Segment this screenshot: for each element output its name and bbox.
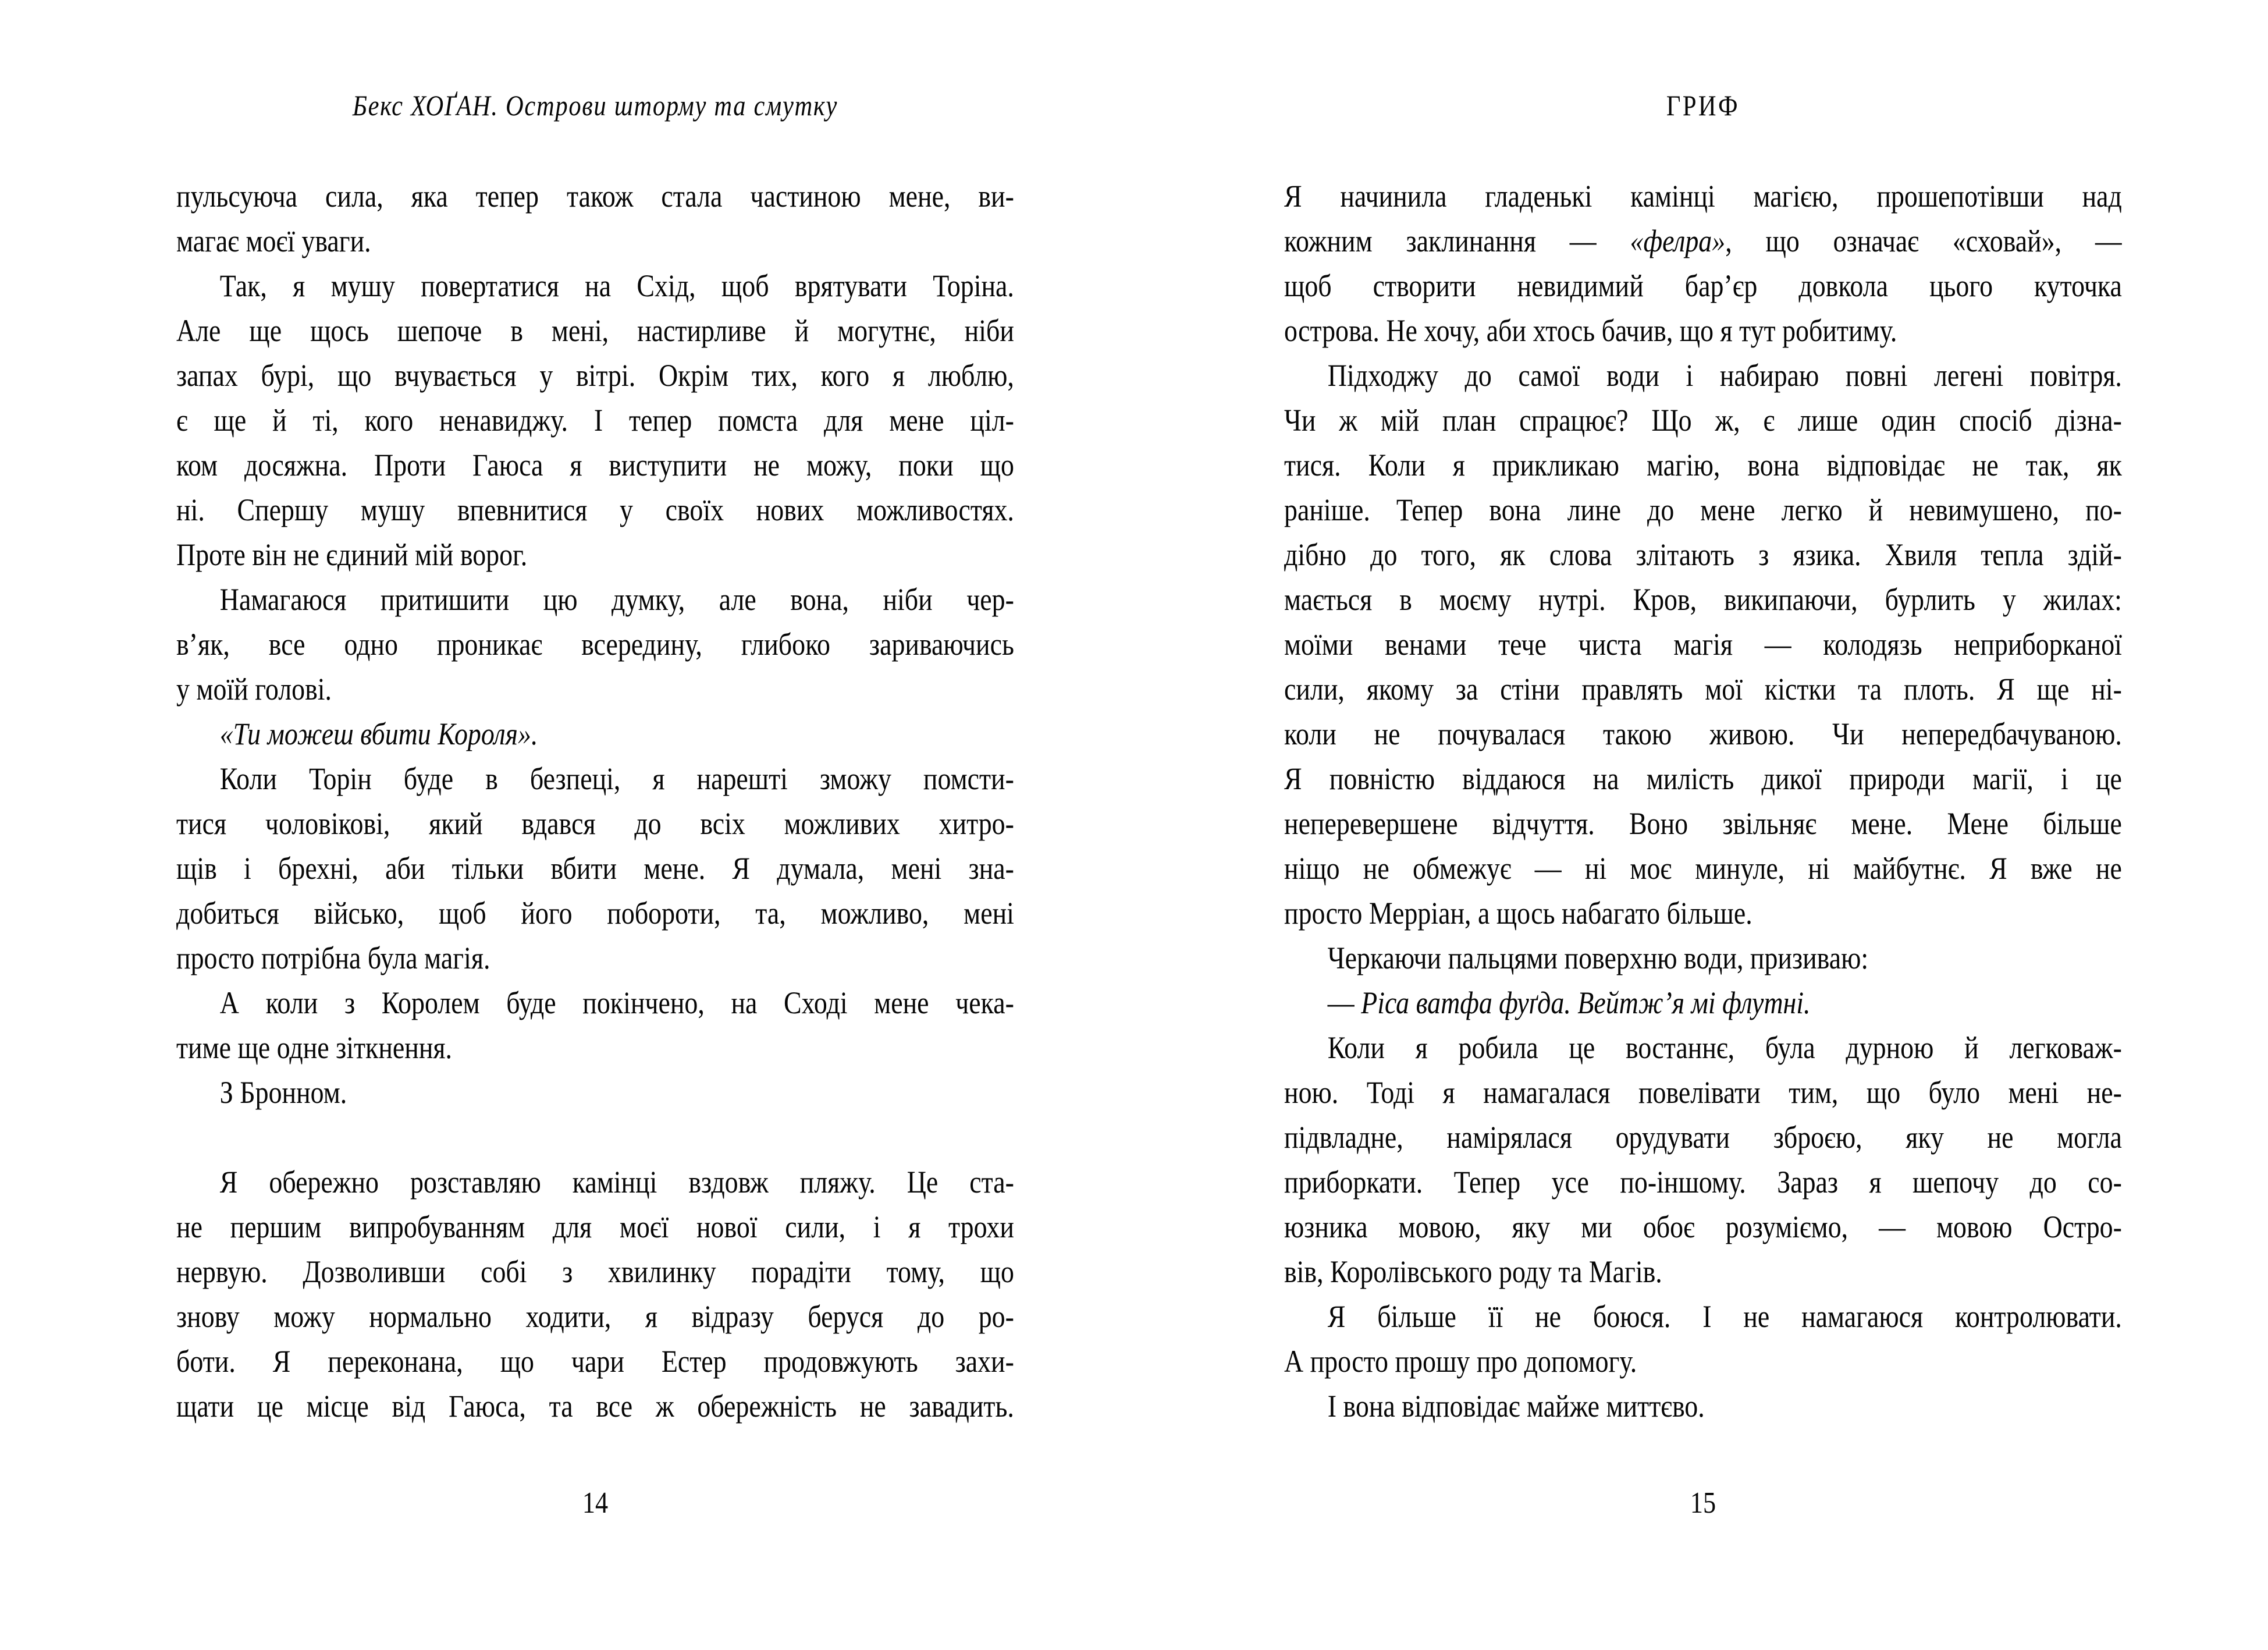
text-line	[1284, 757, 2122, 801]
text-line	[1284, 353, 2122, 398]
left-page-text	[176, 174, 1014, 1429]
text-line	[1284, 1070, 2122, 1115]
text-segment: мається в моєму нутрі. Кров, википаючи, бурлить у жилах:	[1284, 582, 2122, 617]
text-segment: просто потрібна була магія.	[176, 941, 490, 975]
text-line	[1284, 1205, 2122, 1250]
text-segment: І вона відповідає майже миттєво.	[1327, 1389, 1705, 1424]
text-line	[176, 443, 1014, 488]
left-page-number: 14	[582, 1486, 609, 1520]
text-segment: тиме ще одне зіткнення.	[176, 1030, 452, 1065]
text-line	[176, 891, 1014, 936]
text-line	[1284, 1384, 2122, 1429]
text-line	[176, 846, 1014, 891]
text-line	[176, 264, 1014, 308]
text-line	[176, 1339, 1014, 1384]
text-segment: добиться військо, щоб його побороти, та, можливо, мені	[176, 896, 1014, 931]
text-segment: приборкати. Тепер усе по-іншому. Зараз я шепочу до со-	[1284, 1165, 2122, 1200]
text-segment: —	[1327, 985, 1361, 1020]
text-line	[1284, 1115, 2122, 1160]
text-segment: підвладне, намірялася орудувати зброєю, яку не могла	[1284, 1120, 2122, 1155]
text-segment: Чи ж мій план спрацює? Що ж, є лише один спосіб дізна-	[1284, 403, 2122, 438]
text-segment: ною. Тоді я намагалася повелівати тим, що було мені не-	[1284, 1075, 2122, 1110]
text-segment: кожним заклинання —	[1284, 223, 1630, 258]
right-page-text	[1284, 174, 2122, 1429]
text-line	[1284, 936, 2122, 981]
text-segment: Так, я мушу повертатися на Схід, щоб врятувати Торіна.	[219, 268, 1014, 303]
left-page	[176, 0, 1014, 1650]
text-segment: знову можу нормально ходити, я відразу беруся до ро-	[176, 1299, 1014, 1334]
text-segment: не першим випробуванням для моєї нової сили, і я трохи	[176, 1209, 1014, 1244]
italic-text-segment: «фелра»	[1630, 223, 1726, 258]
text-line	[176, 308, 1014, 353]
text-segment: вів, Королівського роду та Магів.	[1284, 1254, 1662, 1289]
text-line	[176, 398, 1014, 443]
text-segment: Коли Торін буде в безпеці, я нарешті зможу помсти-	[219, 761, 1014, 796]
text-segment: Я повністю віддаюся на милість дикої природи магії, і це	[1284, 761, 2122, 796]
text-segment: раніше. Тепер вона лине до мене легко й невимушено, по-	[1284, 492, 2122, 527]
text-line	[1284, 801, 2122, 846]
text-segment: Коли я робила це востаннє, була дурною й легковаж-	[1327, 1030, 2122, 1065]
text-line	[176, 757, 1014, 801]
text-line	[1284, 1026, 2122, 1070]
text-line	[1284, 264, 2122, 308]
text-segment: тися чоловікові, який вдався до всіх можливих хитро-	[176, 806, 1014, 841]
text-segment: юзника мовою, яку ми обоє розуміємо, — мовою Остро-	[1284, 1209, 2122, 1244]
text-line	[1284, 1339, 2122, 1384]
text-segment: пульсуюча сила, яка тепер також стала частиною мене, ви-	[176, 179, 1014, 214]
right-page-number: 15	[1690, 1486, 1716, 1520]
text-line	[176, 533, 1014, 577]
text-line	[176, 353, 1014, 398]
right-running-header: ГРИФ	[1666, 89, 1740, 122]
text-line	[176, 1250, 1014, 1294]
text-segment: А просто прошу про допомогу.	[1284, 1344, 1637, 1379]
text-line	[1284, 981, 2122, 1026]
text-line	[1284, 667, 2122, 712]
text-line	[176, 1026, 1014, 1070]
text-line	[176, 712, 1014, 757]
text-line	[1284, 174, 2122, 219]
text-segment: дібно до того, як слова злітають з язика. Хвиля тепла здій-	[1284, 537, 2122, 572]
text-line	[1284, 712, 2122, 757]
text-line	[1284, 488, 2122, 533]
text-segment: тися. Коли я прикликаю магію, вона відповідає не так, як	[1284, 448, 2122, 482]
text-segment: щів і брехні, аби тільки вбити мене. Я думала, мені зна-	[176, 851, 1014, 886]
text-line	[176, 577, 1014, 622]
text-segment: у моїй голові.	[176, 672, 332, 707]
right-page	[1284, 0, 2122, 1650]
text-line	[176, 1205, 1014, 1250]
text-line	[176, 219, 1014, 264]
text-segment: Я начинила гладенькі камінці магією, прошепотівши над	[1284, 179, 2122, 214]
text-segment: є ще й ті, кого ненавиджу. І тепер помста для мене ціл-	[176, 403, 1014, 438]
text-line	[1284, 443, 2122, 488]
text-line	[176, 1294, 1014, 1339]
text-segment: «Ти можеш вбити Короля».	[219, 716, 538, 751]
text-line	[176, 1070, 1014, 1115]
text-line	[176, 1160, 1014, 1205]
text-line	[1284, 308, 2122, 353]
text-segment: Я обережно розставляю камінці вздовж пляжу. Це ста-	[219, 1165, 1014, 1200]
text-segment: Підходжу до самої води і набираю повні легені повітря.	[1327, 358, 2122, 393]
text-segment: З Бронном.	[219, 1075, 347, 1110]
text-segment: магає моєї уваги.	[176, 223, 371, 258]
text-segment: щоб створити невидимий бар’єр довкола цього куточка	[1284, 268, 2122, 303]
text-segment: Черкаючи пальцями поверхню води, призиваю:	[1327, 941, 1869, 975]
text-line	[1284, 622, 2122, 667]
text-segment: моїми венами тече чиста магія — колодязь неприборканої	[1284, 627, 2122, 662]
text-segment: ком досяжна. Проти Гаюса я виступити не можу, поки що	[176, 448, 1014, 482]
text-line	[176, 667, 1014, 712]
text-line	[1284, 1294, 2122, 1339]
text-line	[176, 1384, 1014, 1429]
text-segment: боти. Я переконана, що чари Естер продовжують захи-	[176, 1344, 1014, 1379]
blank-line	[176, 1115, 1014, 1160]
text-line	[1284, 398, 2122, 443]
text-line	[176, 981, 1014, 1026]
text-segment: коли не почувалася такою живою. Чи непередбачуваною.	[1284, 716, 2122, 751]
text-segment: ніщо не обмежує — ні моє минуле, ні майбутнє. Я вже не	[1284, 851, 2122, 886]
text-segment: , що означає «сховай», —	[1725, 223, 2122, 258]
text-segment: ні. Спершу мушу впевнитися у своїх нових можливостях.	[176, 492, 1014, 527]
text-line	[1284, 891, 2122, 936]
text-line	[176, 488, 1014, 533]
text-line	[1284, 1160, 2122, 1205]
text-line	[1284, 846, 2122, 891]
text-segment: щати це місце від Гаюса, та все ж обережність не завадить.	[176, 1389, 1014, 1424]
text-segment: нервую. Дозволивши собі з хвилинку порадіти тому, що	[176, 1254, 1014, 1289]
text-segment: запах бурі, що вчувається у вітрі. Окрім тих, кого я люблю,	[176, 358, 1014, 393]
text-line	[1284, 533, 2122, 577]
text-segment: Я більше її не боюся. І не намагаюся контролювати.	[1327, 1299, 2122, 1334]
italic-text-segment: Ріса ватфа фуґда. Вейтж’я мі флутні.	[1361, 985, 1811, 1020]
text-line	[176, 174, 1014, 219]
text-segment: в’як, все одно проникає всередину, глибоко зариваючись	[176, 627, 1014, 662]
text-segment: Але ще щось шепоче в мені, настирливе й могутнє, ніби	[176, 313, 1014, 348]
left-running-header: Бекс ХОҐАН. Острови шторму та смутку	[352, 89, 838, 122]
text-segment: неперевершене відчуття. Воно звільняє мене. Мене більше	[1284, 806, 2122, 841]
text-segment: сили, якому за стіни правлять мої кістки та плоть. Я ще ні-	[1284, 672, 2122, 707]
text-segment: Проте він не єдиний мій ворог.	[176, 537, 528, 572]
text-segment: Намагаюся притишити цю думку, але вона, ніби чер-	[219, 582, 1014, 617]
text-line	[176, 801, 1014, 846]
text-line	[1284, 1250, 2122, 1294]
text-segment: А коли з Королем буде покінчено, на Сході мене чека-	[219, 985, 1014, 1020]
text-segment: просто Мерріан, а щось набагато більше.	[1284, 896, 1752, 931]
text-line	[176, 936, 1014, 981]
text-line	[1284, 219, 2122, 264]
text-line	[1284, 577, 2122, 622]
text-line	[176, 622, 1014, 667]
text-segment: острова. Не хочу, аби хтось бачив, що я тут робитиму.	[1284, 313, 1897, 348]
